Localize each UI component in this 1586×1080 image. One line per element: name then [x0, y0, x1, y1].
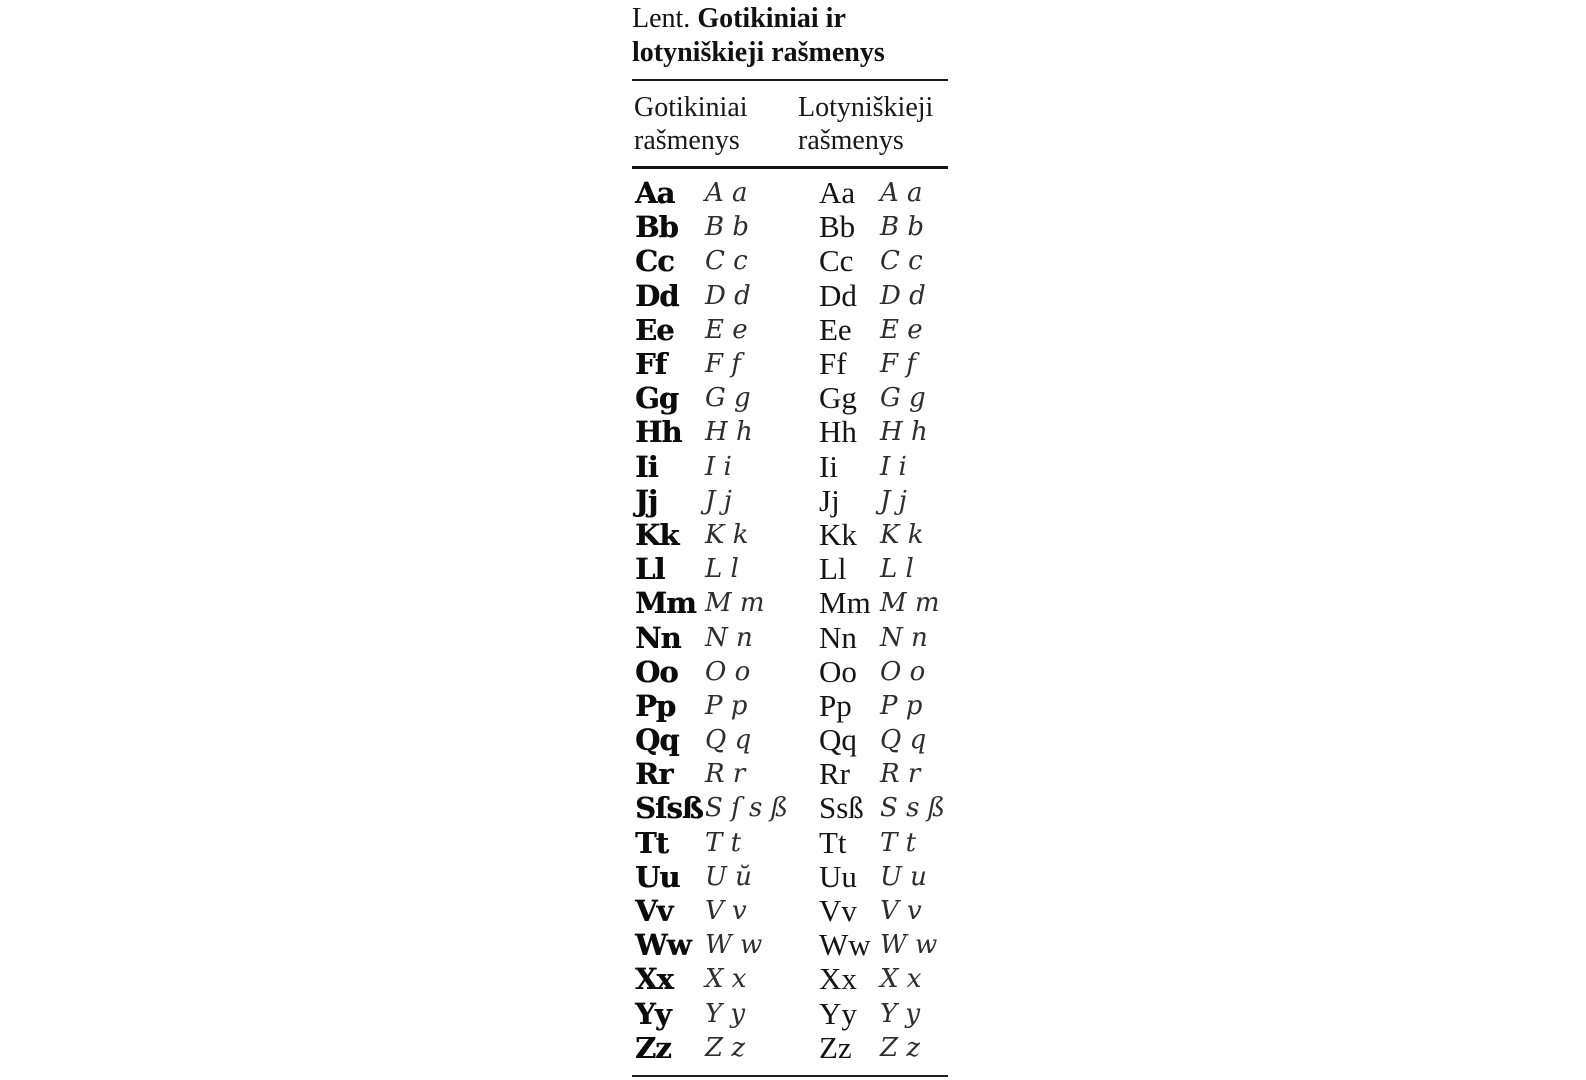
table-row: [632, 689, 948, 723]
latin-cursive-letters: Z z: [880, 1032, 921, 1063]
latin-cursive-letters: Y y: [880, 998, 921, 1029]
gothic-print-letters: Qq: [635, 723, 679, 758]
gothic-cursive-letters: P p: [705, 690, 748, 721]
gothic-cursive-letters: K k: [705, 519, 749, 550]
latin-cursive-letters: I i: [880, 451, 907, 482]
table-row: [632, 1031, 948, 1065]
table-row: [632, 826, 948, 860]
table-row: [632, 279, 948, 313]
gothic-cursive-letters: T t: [705, 827, 742, 858]
latin-print-letters: Yy: [819, 995, 857, 1031]
latin-print-letters: Qq: [819, 722, 857, 758]
gothic-print-letters: Uu: [635, 859, 680, 894]
table-row: [632, 415, 948, 449]
letter-comparison-table: [632, 0, 948, 1077]
table-row: [632, 962, 948, 996]
gothic-cursive-letters: I i: [705, 451, 732, 482]
gothic-print-letters: Kk: [635, 517, 679, 552]
gothic-cursive-letters: M m: [705, 588, 765, 619]
latin-column-header: Lotyniškieji rašmenys: [798, 92, 934, 156]
gothic-print-letters: Cc: [635, 244, 674, 279]
table-row: [632, 860, 948, 894]
latin-print-letters: Ssß: [819, 790, 864, 826]
latin-cursive-letters: F f: [880, 349, 916, 380]
latin-cursive-letters: T t: [880, 827, 917, 858]
latin-cursive-letters: D d: [880, 280, 926, 311]
gothic-print-letters: Ee: [635, 312, 674, 347]
gothic-cursive-letters: Z z: [705, 1032, 746, 1063]
gothic-print-letters: Dd: [635, 278, 679, 313]
latin-print-letters: Cc: [819, 243, 854, 279]
gothic-cursive-letters: H h: [705, 417, 753, 448]
latin-cursive-letters: S s ß: [880, 793, 946, 824]
table-row: [632, 210, 948, 244]
latin-print-letters: Nn: [819, 619, 857, 655]
gothic-print-letters: Sſsß: [635, 791, 703, 826]
latin-cursive-letters: R r: [880, 759, 921, 790]
letter-rows: [632, 169, 948, 1065]
gothic-cursive-letters: J j: [705, 485, 732, 516]
latin-cursive-letters: A a: [880, 178, 923, 209]
column-headers: [632, 81, 948, 166]
table-title: [632, 2, 948, 70]
latin-print-letters: Dd: [819, 277, 857, 313]
latin-print-letters: Oo: [819, 653, 857, 689]
table-row: [632, 313, 948, 347]
gothic-print-letters: Xx: [635, 962, 673, 997]
gothic-cursive-letters: Q q: [705, 725, 752, 756]
latin-cursive-letters: X x: [880, 964, 922, 995]
table-row: [632, 518, 948, 552]
latin-print-letters: Ee: [819, 311, 852, 347]
latin-cursive-letters: W w: [880, 930, 938, 961]
table-row: [632, 484, 948, 518]
gothic-cursive-letters: X x: [705, 964, 747, 995]
latin-cursive-letters: O o: [880, 656, 926, 687]
latin-print-letters: Xx: [819, 961, 857, 997]
gothic-print-letters: Zz: [635, 1030, 671, 1065]
gothic-print-letters: Mm: [635, 586, 696, 621]
latin-print-letters: Pp: [819, 687, 852, 723]
latin-print-letters: Tt: [819, 824, 847, 860]
gothic-print-letters: Hh: [635, 415, 682, 450]
latin-cursive-letters: H h: [880, 417, 928, 448]
latin-cursive-letters: J j: [880, 485, 907, 516]
gothic-print-letters: Tt: [635, 825, 668, 860]
gothic-cursive-letters: S ſ s ß: [705, 793, 788, 824]
latin-cursive-letters: M m: [880, 588, 940, 619]
latin-cursive-letters: P p: [880, 690, 923, 721]
latin-print-letters: Zz: [819, 1029, 852, 1065]
latin-cursive-letters: U u: [880, 861, 927, 892]
gothic-cursive-letters: C c: [705, 246, 748, 277]
latin-cursive-letters: G g: [880, 383, 926, 414]
gothic-cursive-letters: V v: [705, 896, 747, 927]
gothic-cursive-letters: G g: [705, 383, 751, 414]
latin-cursive-letters: L l: [880, 554, 914, 585]
table-row: [632, 928, 948, 962]
table-row: [632, 552, 948, 586]
gothic-print-letters: Ww: [635, 928, 691, 963]
table-row: [632, 620, 948, 654]
gothic-cursive-letters: L l: [705, 554, 739, 585]
latin-print-letters: Mm: [819, 585, 871, 621]
latin-cursive-letters: E e: [880, 314, 923, 345]
table-label: Lent.: [632, 3, 691, 34]
latin-print-letters: Jj: [819, 482, 840, 518]
latin-print-letters: Hh: [819, 414, 857, 450]
latin-print-letters: Rr: [819, 756, 850, 792]
table-row: [632, 723, 948, 757]
gothic-cursive-letters: E e: [705, 314, 748, 345]
table-row: [632, 655, 948, 689]
latin-cursive-letters: B b: [880, 212, 925, 243]
bottom-rule: [632, 1075, 948, 1077]
gothic-cursive-letters: N n: [705, 622, 753, 653]
latin-print-letters: Uu: [819, 858, 857, 894]
gothic-print-letters: Vv: [635, 894, 673, 929]
gothic-print-letters: Aa: [635, 176, 675, 211]
gothic-print-letters: Ii: [635, 449, 658, 484]
table-row: [632, 176, 948, 210]
gothic-print-letters: Yy: [635, 996, 671, 1031]
gothic-print-letters: Oo: [635, 654, 678, 689]
gothic-cursive-letters: Y y: [705, 998, 746, 1029]
latin-print-letters: Ii: [819, 448, 838, 484]
table-row: [632, 381, 948, 415]
gothic-cursive-letters: W w: [705, 930, 763, 961]
gothic-print-letters: Gg: [635, 381, 679, 416]
latin-cursive-letters: V v: [880, 896, 922, 927]
gothic-print-letters: Pp: [635, 688, 676, 723]
table-row: [632, 997, 948, 1031]
latin-print-letters: Ll: [819, 551, 847, 587]
table-row: [632, 244, 948, 278]
gothic-print-letters: Nn: [635, 620, 681, 655]
latin-cursive-letters: K k: [880, 519, 924, 550]
gothic-print-letters: Bb: [635, 210, 678, 245]
table-row: [632, 791, 948, 825]
latin-cursive-letters: N n: [880, 622, 928, 653]
table-title-text: Gotikiniai ir lotyniškieji rašmenys: [632, 3, 885, 68]
latin-print-letters: Vv: [819, 893, 857, 929]
table-row: [632, 450, 948, 484]
table-row: [632, 347, 948, 381]
gothic-cursive-letters: B b: [705, 212, 750, 243]
table-row: [632, 757, 948, 791]
latin-print-letters: Aa: [819, 175, 856, 211]
gothic-print-letters: Rr: [635, 757, 673, 792]
latin-cursive-letters: C c: [880, 246, 923, 277]
gothic-column-header: Gotikiniai rašmenys: [634, 92, 748, 156]
gothic-cursive-letters: A a: [705, 178, 748, 209]
gothic-cursive-letters: D d: [705, 280, 751, 311]
latin-print-letters: Kk: [819, 516, 857, 552]
gothic-print-letters: Jj: [635, 483, 658, 518]
table-row: [632, 894, 948, 928]
latin-print-letters: Ww: [819, 927, 871, 963]
gothic-print-letters: Ll: [635, 552, 665, 587]
gothic-cursive-letters: R r: [705, 759, 746, 790]
gothic-cursive-letters: F f: [705, 349, 741, 380]
gothic-cursive-letters: O o: [705, 656, 751, 687]
gothic-print-letters: Ff: [635, 347, 667, 382]
latin-print-letters: Ff: [819, 346, 847, 382]
latin-print-letters: Bb: [819, 209, 856, 245]
gothic-cursive-letters: U ŭ: [705, 861, 752, 892]
table-row: [632, 586, 948, 620]
latin-cursive-letters: Q q: [880, 725, 927, 756]
latin-print-letters: Gg: [819, 380, 857, 416]
